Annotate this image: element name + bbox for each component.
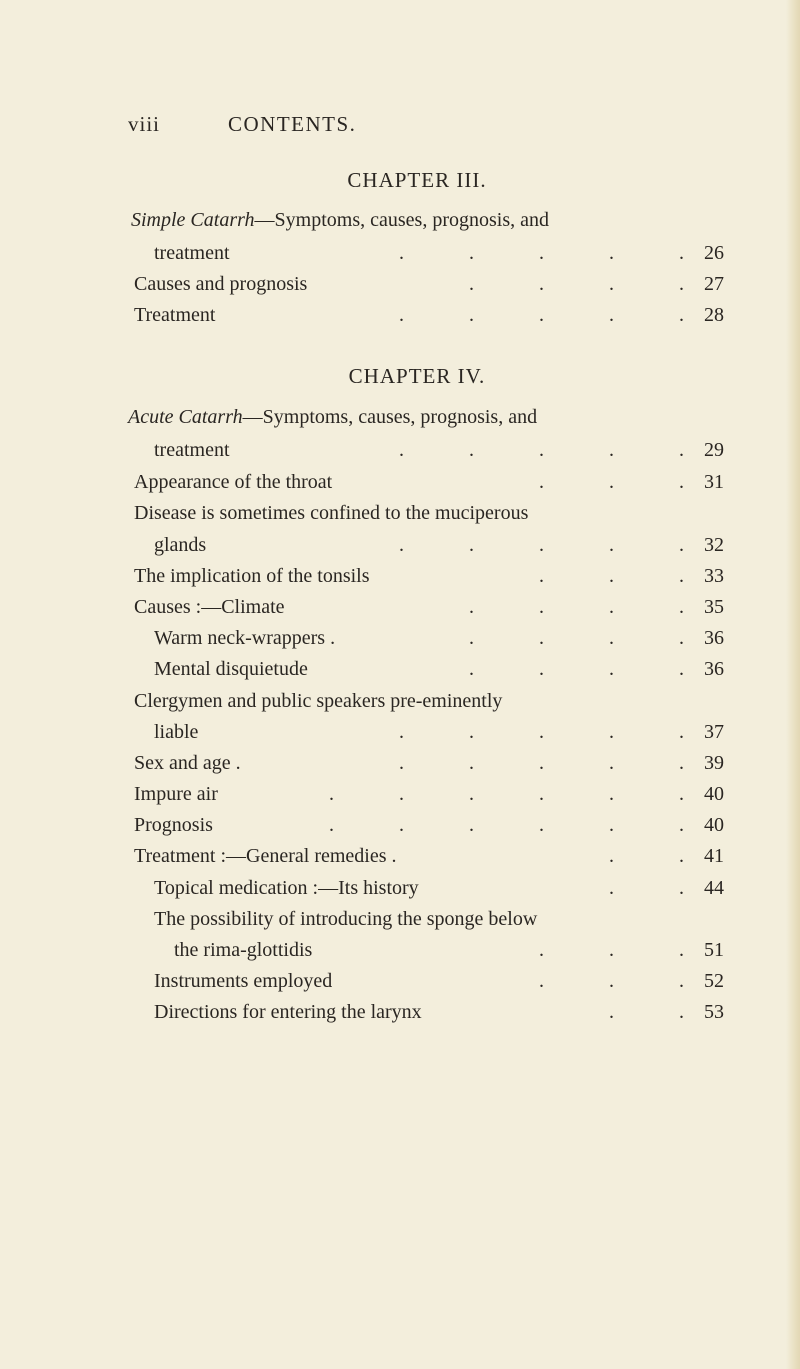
entry-label: Impure air [134, 783, 218, 805]
toc-entry-lead: Disease is sometimes confined to the muciperous [134, 502, 529, 524]
toc-entry[interactable] [134, 841, 724, 871]
entry-label: Topical medication :—Its history [154, 877, 419, 899]
leader-dot: . [539, 627, 544, 649]
entry-label: Treatment [134, 304, 216, 326]
leader-dot: . [609, 845, 614, 867]
entry-label: Mental disquietude [154, 658, 308, 680]
leader-dot: . [469, 783, 474, 805]
leader-dot: . [609, 596, 614, 618]
entry-label: Sex and age . [134, 752, 241, 774]
leader-dot: . [399, 304, 404, 326]
leader-dot: . [609, 242, 614, 264]
leader-dot: . [679, 439, 684, 461]
toc-entry[interactable] [134, 873, 724, 903]
entry-page-number: 28 [704, 304, 724, 326]
entry-page-number: 39 [704, 752, 724, 774]
leader-dot: . [679, 877, 684, 899]
entry-label: Prognosis [134, 814, 213, 836]
leader-dot: . [609, 304, 614, 326]
leader-dot: . [539, 471, 544, 493]
leader-dot: . [329, 783, 334, 805]
entry-page-number: 35 [704, 596, 724, 618]
running-header [128, 112, 688, 142]
leader-dot: . [539, 273, 544, 295]
leader-dot: . [679, 1001, 684, 1023]
leader-dot: . [469, 273, 474, 295]
toc-entry-lead: The possibility of introducing the sponge below [154, 908, 538, 930]
topic-title: Simple Catarrh [131, 209, 255, 231]
leader-dot: . [609, 783, 614, 805]
entry-label: liable [154, 721, 199, 743]
entry-label: glands [154, 534, 207, 556]
toc-entry[interactable] [134, 435, 724, 465]
leader-dot: . [539, 783, 544, 805]
entry-page-number: 40 [704, 814, 724, 836]
leader-dot: . [399, 242, 404, 264]
chapter-topic [128, 402, 688, 432]
entry-page-number: 27 [704, 273, 724, 295]
entry-label: The implication of the tonsils [134, 565, 370, 587]
entry-page-number: 31 [704, 471, 724, 493]
entry-label: Causes :—Climate [134, 596, 285, 618]
leader-dot: . [679, 471, 684, 493]
leader-dot: . [539, 242, 544, 264]
leader-dot: . [609, 814, 614, 836]
page-edge-shadow [786, 0, 800, 1369]
toc-entry[interactable] [134, 779, 724, 809]
leader-dot: . [679, 814, 684, 836]
leader-dot: . [609, 970, 614, 992]
topic-rest: —Symptoms, causes, prognosis, and [254, 209, 549, 231]
entry-page-number: 44 [704, 877, 724, 899]
topic-rest: —Symptoms, causes, prognosis, and [242, 406, 538, 428]
leader-dot: . [399, 439, 404, 461]
leader-dot: . [609, 877, 614, 899]
entry-label: the rima-glottidis [174, 939, 313, 961]
running-title: CONTENTS. [228, 112, 357, 136]
leader-dot: . [609, 627, 614, 649]
toc-entry[interactable] [134, 269, 724, 299]
leader-dot: . [539, 939, 544, 961]
entry-page-number: 33 [704, 565, 724, 587]
leader-dot: . [679, 242, 684, 264]
entry-page-number: 32 [704, 534, 724, 556]
toc-entry[interactable] [134, 238, 724, 268]
page-folio: viii [128, 112, 161, 136]
leader-dot: . [609, 439, 614, 461]
toc-entry[interactable] [134, 592, 724, 622]
leader-dot: . [539, 534, 544, 556]
chapter-topic [131, 205, 691, 235]
leader-dot: . [399, 752, 404, 774]
leader-dot: . [539, 658, 544, 680]
leader-dot: . [679, 721, 684, 743]
leader-dot: . [539, 439, 544, 461]
entry-page-number: 36 [704, 658, 724, 680]
leader-dot: . [469, 242, 474, 264]
leader-dot: . [539, 596, 544, 618]
toc-entry[interactable] [134, 300, 724, 330]
toc-entry[interactable] [134, 654, 724, 684]
toc-entry[interactable] [134, 561, 724, 591]
leader-dot: . [539, 721, 544, 743]
entry-page-number: 36 [704, 627, 724, 649]
toc-entry[interactable] [134, 748, 724, 778]
leader-dot: . [399, 721, 404, 743]
leader-dot: . [679, 939, 684, 961]
leader-dot: . [609, 534, 614, 556]
entry-page-number: 52 [704, 970, 724, 992]
leader-dot: . [679, 783, 684, 805]
leader-dot: . [609, 1001, 614, 1023]
leader-dot: . [469, 658, 474, 680]
entry-page-number: 29 [704, 439, 724, 461]
leader-dot: . [679, 534, 684, 556]
leader-dot: . [399, 783, 404, 805]
leader-dot: . [609, 565, 614, 587]
leader-dot: . [609, 939, 614, 961]
toc-entry[interactable] [134, 467, 724, 497]
toc-entry[interactable] [134, 966, 724, 996]
entry-label: Appearance of the throat [134, 471, 333, 493]
entry-page-number: 37 [704, 721, 724, 743]
entry-label: Instruments employed [154, 970, 333, 992]
leader-dot: . [399, 814, 404, 836]
leader-dot: . [609, 721, 614, 743]
leader-dot: . [469, 534, 474, 556]
leader-dot: . [539, 565, 544, 587]
leader-dot: . [539, 304, 544, 326]
leader-dot: . [609, 752, 614, 774]
toc-entry[interactable] [134, 623, 724, 653]
entry-label: treatment [154, 439, 230, 461]
leader-dot: . [539, 752, 544, 774]
entry-page-number: 40 [704, 783, 724, 805]
leader-dot: . [679, 845, 684, 867]
toc-entry-lead: Clergymen and public speakers pre-eminently [134, 690, 503, 712]
leader-dot: . [469, 721, 474, 743]
leader-dot: . [469, 814, 474, 836]
leader-dot: . [679, 970, 684, 992]
leader-dot: . [469, 752, 474, 774]
leader-dot: . [609, 273, 614, 295]
leader-dot: . [609, 471, 614, 493]
leader-dot: . [469, 627, 474, 649]
leader-dot: . [329, 814, 334, 836]
leader-dot: . [679, 304, 684, 326]
leader-dot: . [679, 627, 684, 649]
entry-label: Warm neck-wrappers . [154, 627, 336, 649]
topic-title: Acute Catarrh [128, 406, 243, 428]
leader-dot: . [679, 565, 684, 587]
leader-dot: . [539, 970, 544, 992]
entry-page-number: 26 [704, 242, 724, 264]
toc-entry[interactable] [134, 810, 724, 840]
leader-dot: . [679, 658, 684, 680]
leader-dot: . [469, 304, 474, 326]
entry-page-number: 41 [704, 845, 724, 867]
entry-label: treatment [154, 242, 230, 264]
leader-dot: . [679, 596, 684, 618]
entry-label: Treatment :—General remedies . [134, 845, 397, 867]
entry-page-number: 53 [704, 1001, 724, 1023]
leader-dot: . [469, 596, 474, 618]
toc-entry[interactable] [134, 530, 724, 560]
leader-dot: . [679, 752, 684, 774]
chapter-heading: CHAPTER IV. [348, 364, 486, 388]
leader-dot: . [469, 439, 474, 461]
toc-entry[interactable] [134, 997, 724, 1027]
entry-label: Causes and prognosis [134, 273, 308, 295]
toc-entry[interactable] [134, 717, 724, 747]
entry-label: Directions for entering the larynx [154, 1001, 422, 1023]
leader-dot: . [399, 534, 404, 556]
leader-dot: . [609, 658, 614, 680]
toc-entry[interactable] [134, 935, 724, 965]
chapter-heading: CHAPTER III. [347, 168, 487, 192]
leader-dot: . [539, 814, 544, 836]
entry-page-number: 51 [704, 939, 724, 961]
leader-dot: . [679, 273, 684, 295]
